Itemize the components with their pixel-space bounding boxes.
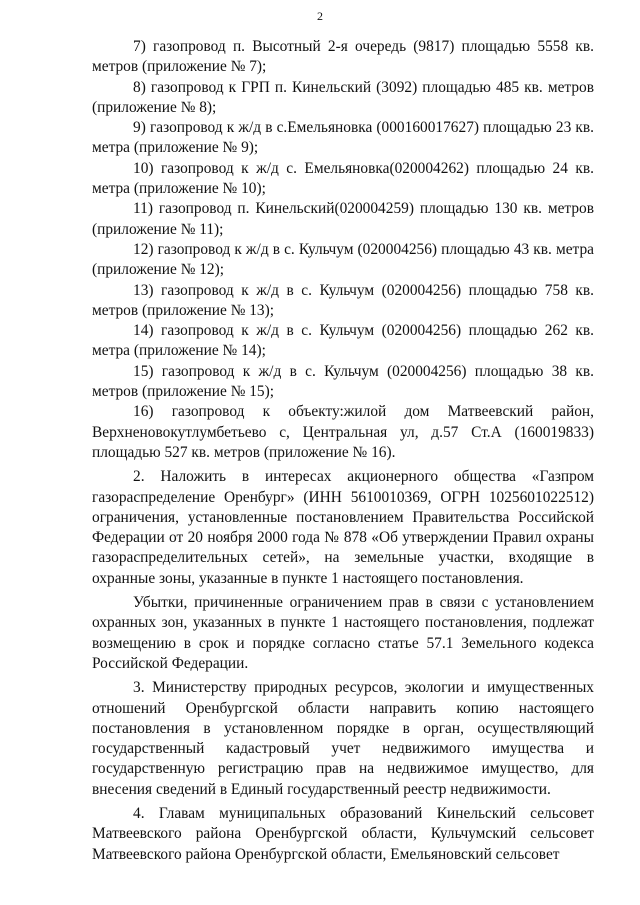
clause-3-paragraph: 3. Министерству природных ресурсов, экологии и имущественных отношений Оренбургской области направить копию настоящего постановления в установленном порядке в орган, осуществляющий государственный кадастровый учет недвижимого имущества и государственную регистрацию прав на недвижимое имущество, для внесения сведений в Единый государственный реестр недвижимости. [92,679,598,798]
list-item-7: 7) газопровод п. Высотный 2-я очередь (9817) площадью 5558 кв. метров (приложение № 7); [92,38,598,76]
list-item-12: 12) газопровод к ж/д в с. Кульчум (020004256) площадью 43 кв. метра (приложение № 12); [92,240,598,279]
list-item-9: 9) газопровод к ж/д в с.Емельяновка (000160017627) площадью 23 кв. метра (приложение № 9); [92,119,598,157]
list-item-14: 14) газопровод к ж/д в с. Кульчум (020004256) площадью 262 кв. метра (приложение № 14); [92,322,598,360]
list-item-16: 16) газопровод к объекту:жилой дом Матвеевский район, Верхненовокутлумбетьево с, Центральная ул, д.57 Ст.А (160019833) площадью 527 кв. метров (приложение № 16). [92,403,598,461]
clause-2-paragraph: 2. Наложить в интересах акционерного общества «Газпром газораспределение Оренбург» (ИНН 5610010369, ОГРН 1025601022512) ограничения, установленные постановлением Правительства Российской Федерации от 20 ноября 2000 года № 878 «Об утверждении Правил охраны газораспределительных сетей», на земельные участки, входящие в охранные зоны, указанные в пункте 1 настоящего постановления. [92,468,598,587]
damages-paragraph: Убытки, причиненные ограничением прав в связи с установлением охранных зон, указанных в пункте 1 настоящего постановления, подлежат возмещению в срок и порядке согласно статье 57.1 Земельного кодекса Российской Федерации. [92,594,598,672]
list-item-10: 10) газопровод к ж/д с. Емельяновка(020004262) площадью 24 кв. метра (приложение № 10); [92,159,598,198]
clause-4-paragraph: 4. Главам муниципальных образований Кинельский сельсовет Матвеевского района Оренбургской области, Кульчумский сельсовет Матвеевского района Оренбургской области, Емельяновский сельсовет [92,804,598,863]
list-item-8: 8) газопровод к ГРП п. Кинельский (3092) площадью 485 кв. метров (приложение № 8); [92,78,598,116]
list-item-11: 11) газопровод п. Кинельский(020004259) площадью 130 кв. метров (приложение № 11); [92,200,598,238]
document-body [92,37,598,865]
page-number: 2 [317,9,323,23]
list-item-15: 15) газопровод к ж/д в с. Кульчум (020004256) площадью 38 кв. метров (приложение № 15); [92,362,598,401]
list-item-13: 13) газопровод к ж/д в с. Кульчум (020004256) площадью 758 кв. метров (приложение № 13); [92,281,598,319]
